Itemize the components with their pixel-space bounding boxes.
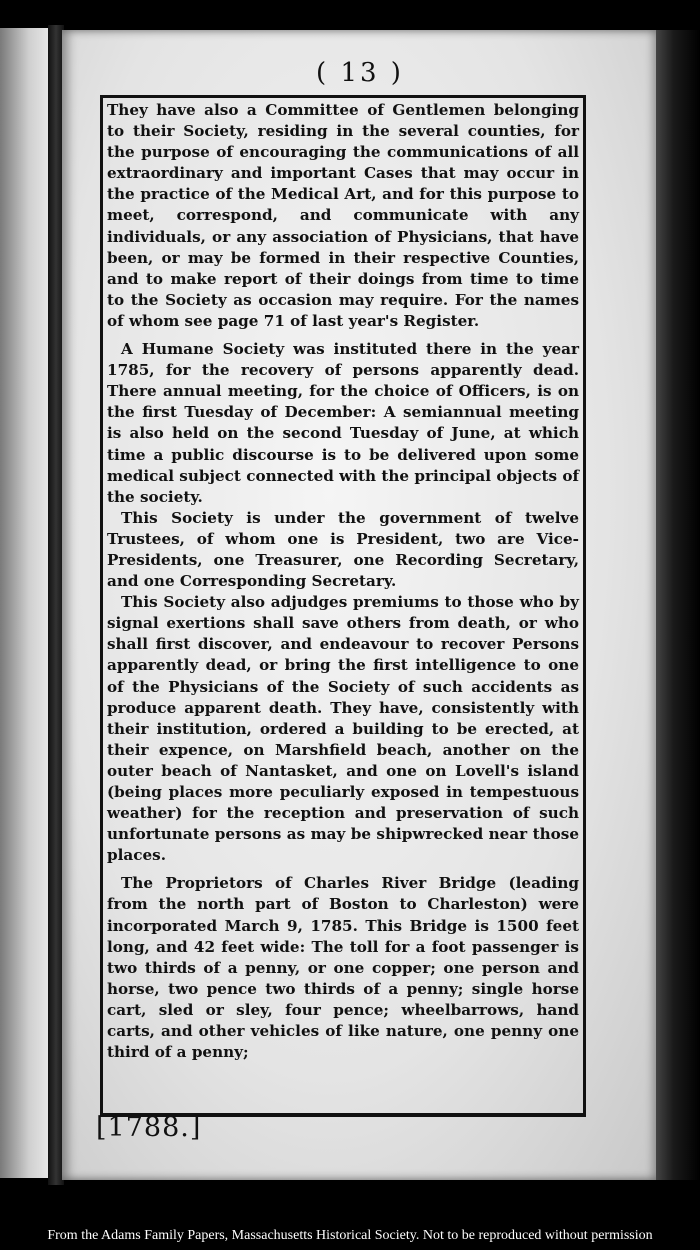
archive-footer: From the Adams Family Papers, Massachusetts Historical Society. Not to be reproduced without permission: [47, 1228, 653, 1243]
paragraph-committee: [107, 100, 579, 332]
page-number: ( 13 ): [316, 58, 404, 88]
facing-page-edge: [0, 28, 51, 1178]
paragraph-text: A Humane Society was instituted there in the year 1785, for the recovery of persons apparently dead. There annual meeting, for the choice of Officers, is on the first Tuesday of December: A semiannual meeting is also held on the second Tuesday of June, at which time a public discourse is to be delivered upon some medical subject connected with the principal objects of the society.: [107, 340, 579, 506]
paragraph-premiums: [107, 592, 579, 866]
paragraph-text: This Society is under the government of twelve Trustees, of whom one is President, two are Vice-Presidents, one Treasurer, one Recording Secretary, and one Corresponding Secretary.: [107, 508, 579, 591]
page-shadow-edge: [656, 30, 700, 1180]
paragraph-text: This Society also adjudges premiums to those who by signal exertions shall save others from death, or who shall first discover, and endeavour to recover Persons apparently dead, or bring the first intelligence to one of the Physicians of the Society of such accidents as produce apparent death. They have, consistently with their institution, ordered a building to be erected, at their expence, on Marshfield beach, another on the outer beach of Nantasket, and one on Lovell's island (being places more peculiarly exposed in tempestuous weather) for the reception and preservation of such unfortunate persons as may be shipwrecked near those places.: [107, 593, 579, 865]
year-label: [1788.]: [96, 1112, 202, 1143]
paragraph-charles-river-bridge: [107, 873, 579, 1063]
printed-text-block: [100, 95, 586, 1117]
paragraph-text: They have also a Committee of Gentlemen belonging to their Society, residing in the several counties, for the purpose of encouraging the communications of all extraordinary and important Cases that may occur in the practice of the Medical Art, and for this purpose to meet, correspond, and communicate with any individuals, or any association of Physicians, that have been, or may be formed in their respective Counties, and to make report of their doings from time to time to the Society as occasion may require. For the names of whom see page 71 of last year's Register.: [107, 101, 579, 330]
paragraph-humane-society: [107, 339, 579, 508]
paragraph-text: The Proprietors of Charles River Bridge (leading from the north part of Boston to Charleston) were incorporated March 9, 1785. This Bridge is 1500 feet long, and 42 feet wide: The toll for a foot passenger is two thirds of a penny, or one copper; one person and horse, two pence two thirds of a penny; single horse cart, sled or sley, four pence; wheelbarrows, hand carts, and other vehicles of like nature, one penny one third of a penny;: [107, 874, 579, 1062]
paragraph-trustees: [107, 508, 579, 592]
